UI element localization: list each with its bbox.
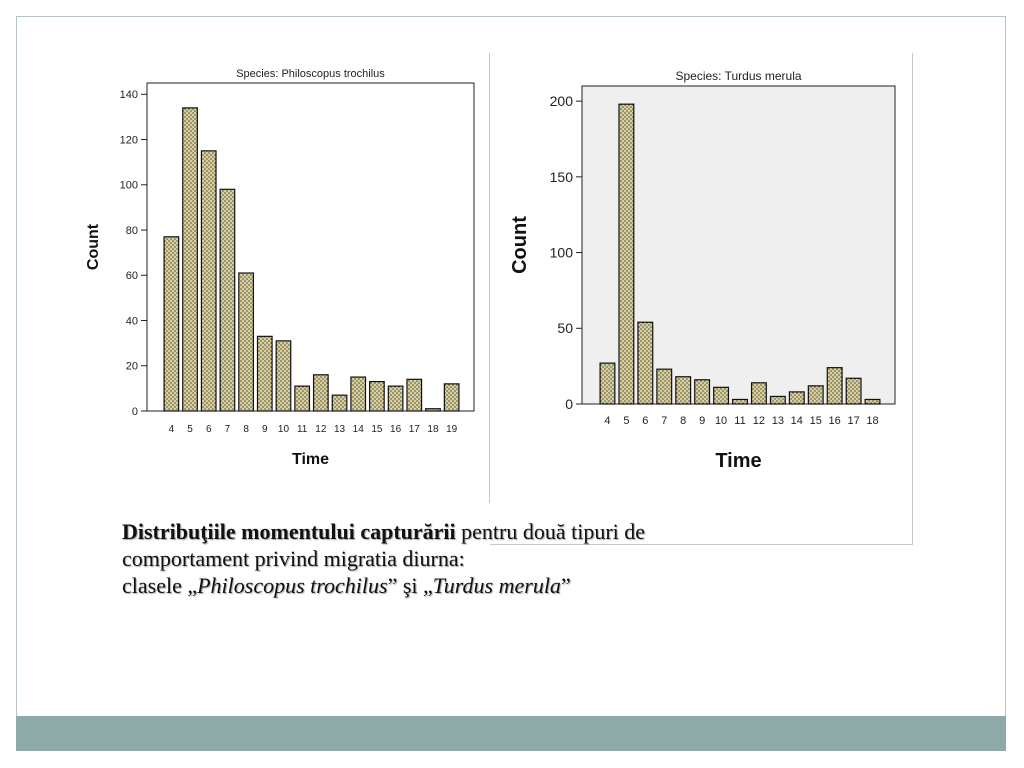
x-tick-label: 4 bbox=[168, 424, 175, 435]
x-tick-label: 18 bbox=[866, 415, 879, 427]
x-tick-label: 8 bbox=[680, 415, 687, 427]
bottom-band bbox=[16, 716, 1006, 751]
x-tick-label: 15 bbox=[809, 415, 822, 427]
bar bbox=[770, 396, 785, 404]
x-tick-label: 16 bbox=[390, 424, 402, 435]
y-tick-label: 100 bbox=[119, 179, 138, 192]
y-tick-label: 80 bbox=[125, 224, 138, 237]
bar bbox=[657, 369, 672, 404]
caption-species-2: Turdus merula bbox=[432, 573, 561, 598]
chart-title: Species: Philoscopus trochilus bbox=[236, 68, 385, 80]
x-tick-label: 11 bbox=[296, 424, 308, 435]
caption bbox=[122, 518, 882, 599]
caption-text: clasele „ bbox=[122, 573, 198, 598]
x-tick-label: 5 bbox=[187, 424, 193, 435]
x-tick-label: 10 bbox=[714, 415, 728, 427]
y-axis-label: Count bbox=[85, 223, 102, 271]
bar bbox=[600, 363, 615, 404]
x-tick-label: 17 bbox=[847, 415, 860, 427]
x-tick-label: 4 bbox=[604, 415, 611, 427]
x-tick-label: 12 bbox=[315, 424, 327, 435]
y-tick-label: 140 bbox=[119, 89, 138, 102]
x-axis-label: Time bbox=[291, 451, 330, 468]
bar bbox=[676, 377, 691, 404]
x-tick-label: 14 bbox=[790, 415, 803, 427]
y-tick-label: 200 bbox=[549, 93, 573, 110]
x-tick-label: 12 bbox=[752, 415, 766, 427]
bar bbox=[638, 322, 653, 404]
caption-line-3 bbox=[122, 572, 882, 599]
bar bbox=[714, 387, 729, 404]
x-tick-label: 18 bbox=[427, 424, 439, 435]
y-tick-label: 150 bbox=[549, 168, 573, 185]
caption-line-1 bbox=[122, 518, 882, 545]
y-tick-label: 60 bbox=[125, 270, 138, 283]
y-tick-label: 0 bbox=[565, 395, 573, 412]
x-tick-label: 6 bbox=[642, 415, 649, 427]
caption-text: pentru două tipuri de bbox=[455, 519, 646, 544]
bar bbox=[695, 380, 710, 404]
bar bbox=[789, 392, 804, 404]
bar bbox=[733, 399, 748, 404]
caption-bold: Distribuţiile momentului capturării bbox=[122, 519, 456, 544]
y-tick-label: 50 bbox=[557, 320, 573, 337]
bar bbox=[827, 368, 842, 404]
x-tick-label: 13 bbox=[333, 424, 346, 435]
x-tick-label: 8 bbox=[243, 424, 249, 435]
y-tick-label: 40 bbox=[125, 315, 138, 328]
caption-text: ” bbox=[560, 573, 571, 598]
y-tick-label: 120 bbox=[119, 134, 138, 147]
x-tick-label: 14 bbox=[352, 424, 364, 435]
x-tick-label: 16 bbox=[828, 415, 841, 427]
bar bbox=[808, 386, 823, 404]
caption-species-1: Philoscopus trochilus bbox=[197, 573, 388, 598]
caption-line-2: comportament privind migratia diurna: bbox=[122, 546, 465, 571]
bar bbox=[865, 399, 880, 404]
y-tick-label: 20 bbox=[125, 360, 138, 373]
x-tick-label: 7 bbox=[661, 415, 668, 427]
y-axis-label: Count bbox=[509, 216, 531, 274]
x-tick-label: 19 bbox=[446, 424, 458, 435]
x-tick-label: 9 bbox=[262, 424, 268, 435]
bar bbox=[846, 378, 861, 404]
x-tick-label: 6 bbox=[205, 424, 212, 435]
caption-text: ” şi „ bbox=[387, 573, 433, 598]
x-tick-label: 5 bbox=[623, 415, 630, 427]
x-axis-label: Time bbox=[715, 450, 762, 472]
x-tick-label: 13 bbox=[771, 415, 784, 427]
y-tick-label: 100 bbox=[549, 244, 573, 261]
bar bbox=[752, 383, 767, 404]
bar bbox=[619, 104, 634, 404]
x-tick-label: 7 bbox=[224, 424, 231, 435]
y-tick-label: 0 bbox=[131, 405, 138, 418]
x-tick-label: 11 bbox=[734, 415, 746, 427]
x-tick-label: 9 bbox=[699, 415, 706, 427]
x-tick-label: 17 bbox=[408, 424, 420, 435]
x-tick-label: 15 bbox=[371, 424, 383, 435]
chart-title: Species: Turdus merula bbox=[675, 69, 802, 83]
x-tick-label: 10 bbox=[277, 424, 290, 435]
